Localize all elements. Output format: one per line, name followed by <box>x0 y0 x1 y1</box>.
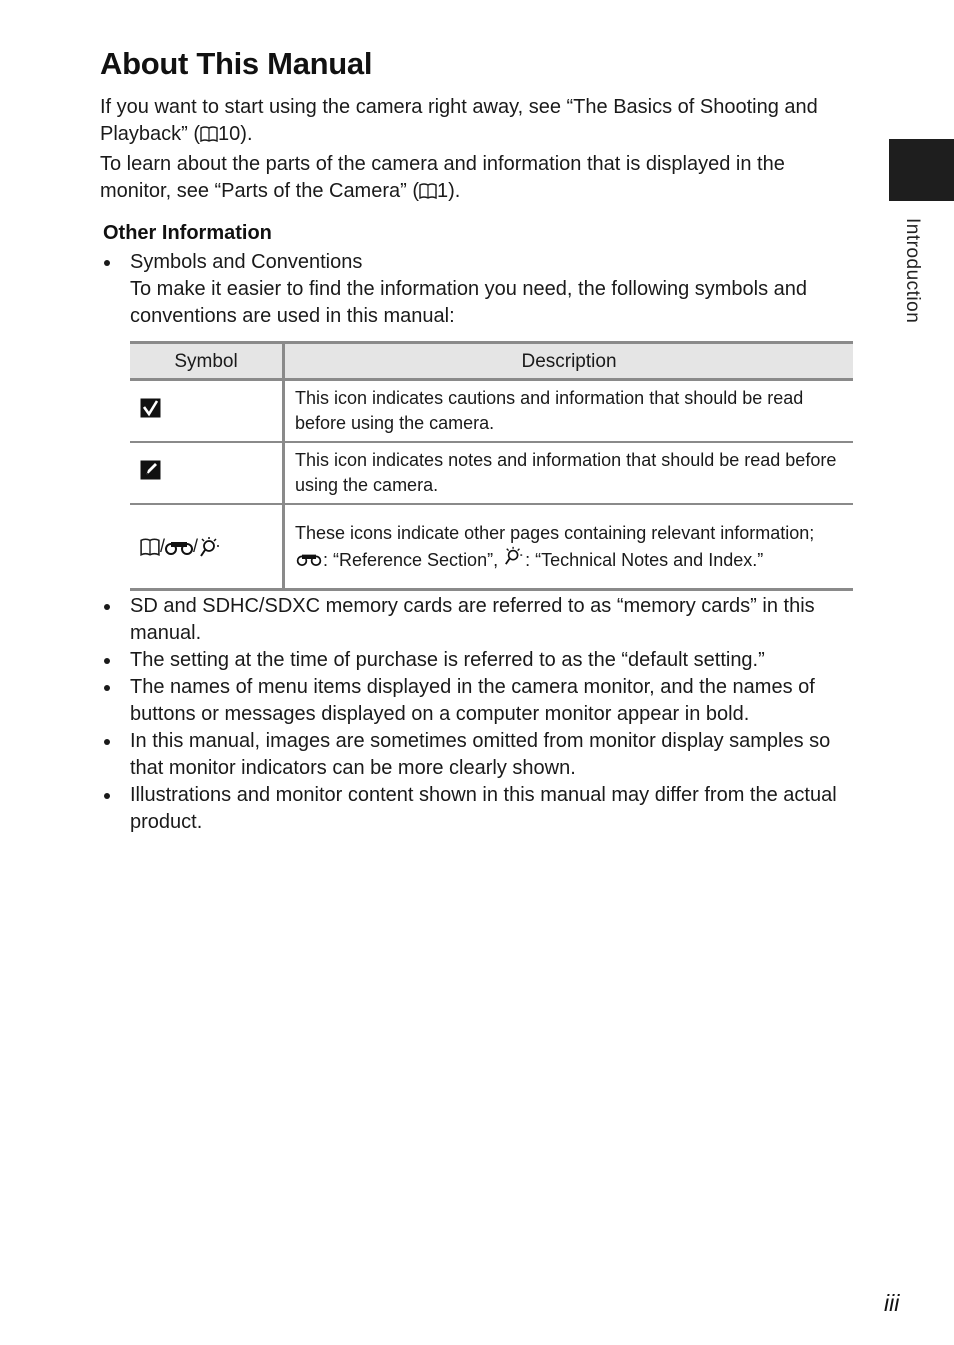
list-item: Illustrations and monitor content shown in this manual may differ from the actual product. <box>100 782 860 836</box>
book-page-icon <box>140 536 160 556</box>
list-item: The names of menu items displayed in the camera monitor, and the names of buttons or messages displayed on a computer monitor appear in bold. <box>100 674 860 728</box>
reference-section-text: : “Reference Section”, <box>323 549 504 570</box>
symbol-cell <box>130 380 284 443</box>
description-cell: This icon indicates notes and information that should be read before using the camera. <box>284 442 854 504</box>
page-ref[interactable]: 1 <box>437 180 449 202</box>
chapter-tab-marker <box>889 139 954 201</box>
intro-text: If you want to start using the camera right away, see “The Basics of Shooting and Playback” ( <box>100 96 818 145</box>
lightbulb-icon <box>198 536 222 556</box>
binoculars-icon <box>295 550 323 570</box>
section-heading: Other Information <box>103 222 272 244</box>
column-header-description: Description <box>284 343 854 380</box>
intro-paragraph-parts: To learn about the parts of the camera and information that is displayed in the monitor, see “Parts of the Camera” ( 1). <box>100 153 785 202</box>
description-cell <box>284 504 854 590</box>
bullet-text: To make it easier to find the information you need, the following symbols and conventions are used in this manual: <box>130 278 808 327</box>
note-pencil-icon <box>140 464 162 484</box>
binoculars-icon <box>165 536 193 556</box>
list-item <box>100 249 860 330</box>
symbol-cell: / / <box>130 504 284 590</box>
book-page-icon <box>419 180 437 196</box>
table-header-row <box>130 343 853 380</box>
intro-paragraph-quick-start: If you want to start using the camera right away, see “The Basics of Shooting and Playback” ( 10). <box>100 96 818 145</box>
chapter-label: Introduction <box>902 218 923 324</box>
book-page-icon <box>200 123 218 139</box>
page-title: About This Manual <box>100 46 373 81</box>
table-row <box>130 442 853 504</box>
table-row <box>130 380 853 443</box>
description-text: These icons indicate other pages containing relevant information; <box>295 522 815 543</box>
list-item: The setting at the time of purchase is referred to as the “default setting.” <box>100 647 860 674</box>
symbols-table <box>130 341 853 591</box>
intro-text: To learn about the parts of the camera and information that is displayed in the monitor, see “Parts of the Camera” ( <box>100 153 785 202</box>
table-row <box>130 504 853 590</box>
bullet-list-conventions <box>100 593 860 836</box>
list-item: SD and SDHC/SDXC memory cards are referred to as “memory cards” in this manual. <box>100 593 860 647</box>
bullet-title: Symbols and Conventions <box>130 251 363 273</box>
bullet-list-symbols <box>100 249 860 330</box>
column-header-symbol: Symbol <box>130 343 284 380</box>
caution-check-icon <box>140 402 162 422</box>
symbol-cell <box>130 442 284 504</box>
page-number: iii <box>884 1290 900 1316</box>
page-ref[interactable]: 10 <box>218 123 241 145</box>
description-cell: This icon indicates cautions and information that should be read before using the camera. <box>284 380 854 443</box>
lightbulb-icon <box>503 550 525 570</box>
technical-notes-text: : “Technical Notes and Index.” <box>525 549 764 570</box>
list-item: In this manual, images are sometimes omitted from monitor display samples so that monitor indicators can be more clearly shown. <box>100 728 860 782</box>
